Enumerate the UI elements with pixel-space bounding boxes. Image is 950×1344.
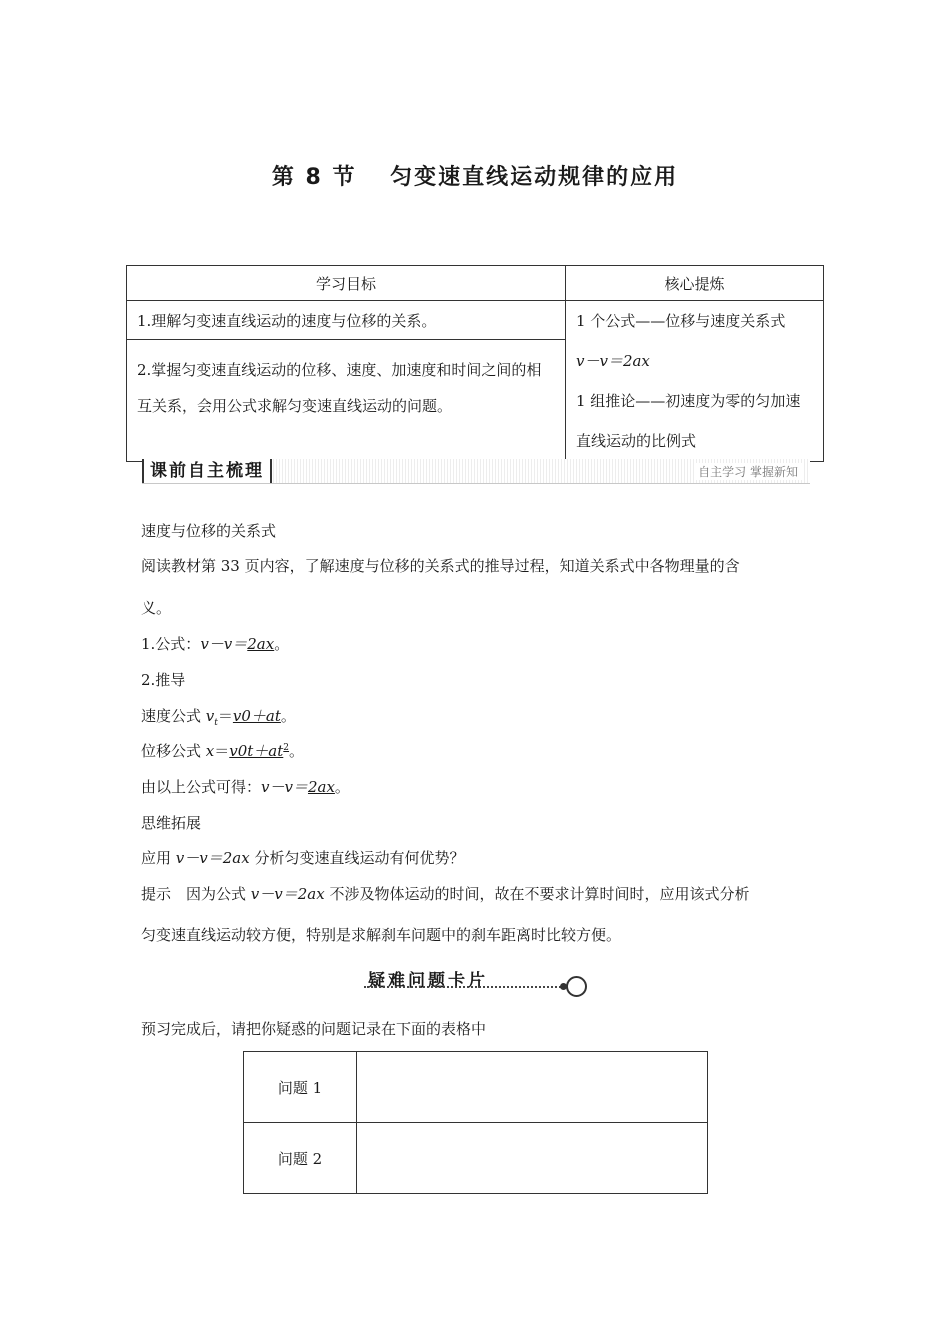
col-header-goals: 学习目标 [127, 266, 566, 301]
item-derivation: 2.推导 [141, 671, 186, 689]
disp-sup: 2 [283, 743, 290, 753]
question-2-label: 问题 2 [244, 1123, 357, 1194]
record-prompt: 预习完成后，请把你疑惑的问题记录在下面的表格中 [141, 1020, 487, 1038]
speed-eq: ＝ [217, 707, 233, 725]
goal-2: 2.掌握匀变速直线运动的位移、速度、加速度和时间之间的相互关系，会用公式求解匀变速直线运动的问题。 [127, 340, 566, 462]
disp-x: x [205, 742, 215, 760]
intro-line-2: 义。 [141, 599, 172, 617]
speed-formula-line [141, 705, 296, 728]
card-dotted-line [364, 986, 564, 988]
speed-v: v [205, 707, 215, 725]
question-1-label: 问题 1 [244, 1052, 357, 1123]
speed-prefix: 速度公式 [141, 707, 206, 725]
derive-end: 。 [334, 778, 350, 796]
disp-end: 。 [289, 742, 305, 760]
speed-end: 。 [280, 707, 296, 725]
section-label: 课前自主梳理 [142, 459, 272, 483]
hint-a: 因为公式 [171, 885, 251, 903]
section-right-text: 自主学习 掌握新知 [694, 463, 802, 480]
question-2-answer-cell[interactable] [357, 1123, 708, 1194]
hint-formula: v－v＝2ax [250, 885, 325, 903]
hint-line-1 [141, 883, 749, 904]
intro-line-1: 阅读教材第 33 页内容，了解速度与位移的关系式的推导过程，知道关系式中各物理量的含 [141, 557, 740, 575]
derive-blank: 2ax [307, 778, 335, 796]
question-line [141, 847, 464, 868]
question-formula: v－v＝2ax [175, 849, 250, 867]
item-formula [141, 633, 289, 654]
speed-sub: t [214, 718, 218, 728]
disp-eq: ＝ [214, 742, 230, 760]
derive-prefix: 由以上公式可得： [141, 778, 262, 796]
hint-b: 不涉及物体运动的时间，故在不要求计算时间时，应用该式分析 [324, 885, 750, 903]
question-table [243, 1051, 708, 1194]
col-header-core: 核心提炼 [566, 266, 824, 301]
question-b: 分析匀变速直线运动有何优势？ [249, 849, 465, 867]
item1-end: 。 [274, 635, 290, 653]
card-title: 疑难问题卡片 [368, 971, 488, 991]
speed-blank: v0＋at [232, 707, 281, 725]
item1-blank: 2ax [247, 635, 275, 653]
question-card-heading [362, 966, 592, 1002]
disp-prefix: 位移公式 [141, 742, 206, 760]
item1-formula: v－v＝ [200, 635, 248, 653]
hint-line-2: 匀变速直线运动较方便，特别是求解刹车问题中的刹车距离时比较方便。 [141, 926, 622, 944]
goal-1: 1.理解匀变速直线运动的速度与位移的关系。 [127, 301, 566, 340]
think-heading: 思维拓展 [141, 814, 202, 832]
derive-formula: v－v＝ [261, 778, 308, 796]
disp-blank: v0t＋at [229, 742, 284, 760]
item1-prefix: 1.公式： [141, 635, 201, 653]
derive-line [141, 776, 350, 797]
objectives-table [126, 265, 824, 462]
question-a: 应用 [141, 849, 176, 867]
page-title: 第 8 节 匀变速直线运动规律的应用 [271, 165, 679, 190]
question-1-answer-cell[interactable] [357, 1052, 708, 1123]
core-formula: v－v＝2ax [576, 352, 650, 370]
circle-icon [566, 976, 587, 997]
core-line-1: 1 个公式——位移与速度关系式 [576, 312, 786, 330]
section-banner [142, 459, 810, 484]
hint-label: 提示 [141, 885, 172, 903]
core-line-3: 1 组推论——初速度为零的匀加速直线运动的比例式 [576, 392, 801, 450]
core-summary-cell [566, 301, 824, 462]
displacement-formula-line [141, 740, 304, 761]
content-heading: 速度与位移的关系式 [141, 522, 277, 540]
